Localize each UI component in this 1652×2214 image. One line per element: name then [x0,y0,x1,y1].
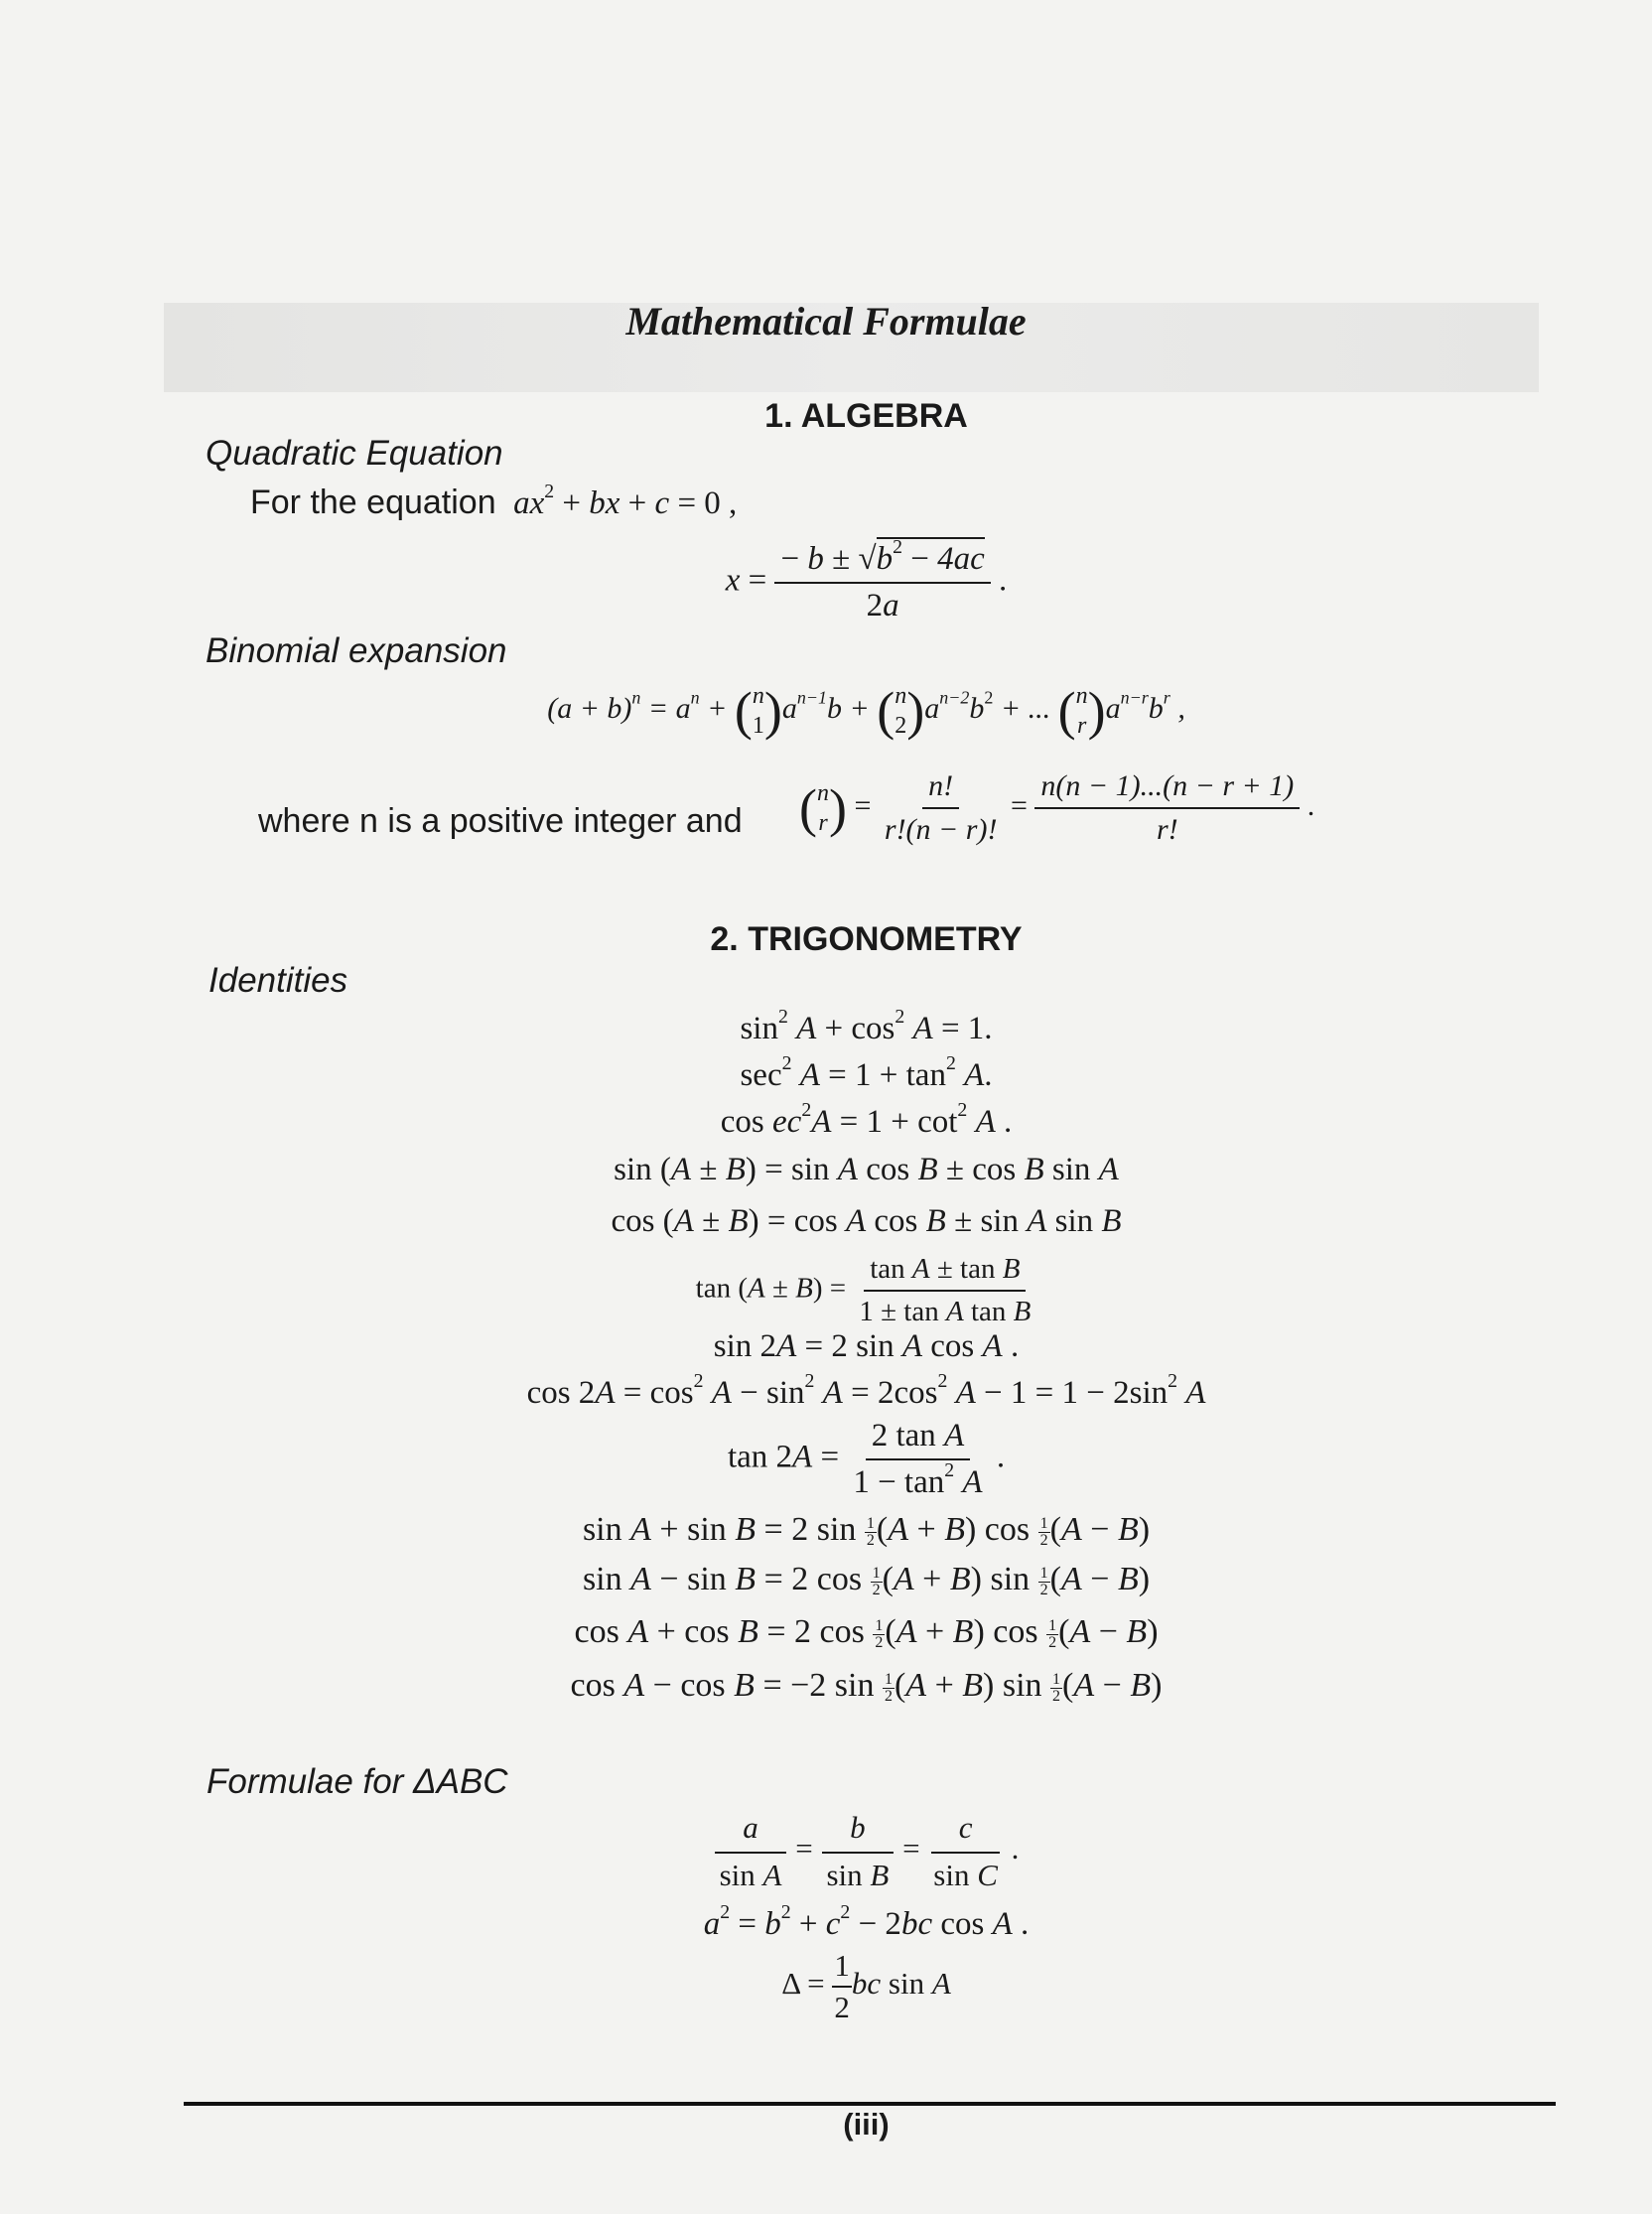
identity-sum-sines: sin A + sin B = 2 sin $\frac{1}{2}$ (A + B) cos $\frac{1}{2}$ (A − B) [582,1511,1151,1549]
identity-diff-cosines: cos A − cos B = −2 sin $\frac{1}{2}$ (A + B) sin $\frac{1}{2}$ (A − B) [570,1667,1163,1705]
quadratic-equation-heading: Quadratic Equation [206,434,503,473]
section-heading-algebra: 1. ALGEBRA [764,397,968,435]
triangle-area-formula: Δ = $\frac{1}{2}$ bc sin A [781,1948,951,2024]
quadratic-intro-text: For the equation [250,484,496,521]
quadratic-intro [250,481,738,522]
binomial-expansion-formula: $(a + b)^n = a^n$ + ( n 1 )$a^{n-1}b$ + ( n 2 )$a^{n-2}b^2$ + ... ( n r )$a^{n-r}b^r$ , [547,681,1185,741]
triangle-formulae-heading: Formulae for ΔABC [206,1762,508,1801]
binomial-coefficient-formula: ( n r ) = $\frac{n!}{r!(n - r)!}$ = $\frac{n(n - 1)...(n - r + 1)}{r!}$ . [799,769,1315,846]
page-title: Mathematical Formulae [625,299,1027,344]
quadratic-formula: x = $\frac{- b \pm √b^2 - 4ac}{2a}$ . [725,536,1008,623]
binomial-expansion-heading: Binomial expansion [206,631,507,670]
identities-heading: Identities [208,961,348,1000]
section-heading-trigonometry: 2. TRIGONOMETRY [710,920,1023,958]
quadratic-fraction: $\frac{- b \pm √b^2 - 4ac}{2a}$ [774,541,990,624]
identity-cos-sum: cos (A ± B) = cos A cos B ± sin A sin B [611,1203,1122,1239]
page-number: (iii) [843,2107,890,2142]
sine-rule: $\frac{a}{\text{sin A}}$ = $\frac{b}{\text{sin B}}$ = $\frac{c}{\text{sin C}}$ . [0,1810,1652,1893]
identity-cosecant: $\cos ec^2A = 1 + \cot^2 A$ . [720,1099,1013,1140]
quadratic-equation: $ax^2$ + bx + c = 0 , [513,481,738,521]
identity-sin-sum: sin (A ± B) = sin A cos B ± cos B sin A [614,1152,1119,1187]
cosine-rule: $a^2 = b^2 + c^2 - 2bc$ cos A . [703,1901,1030,1942]
identity-sin-double: sin 2A = 2 sin A cos A . [713,1328,1020,1364]
identity-diff-sines: sin A − sin B = 2 cos $\frac{1}{2}$ (A + B) sin $\frac{1}{2}$ (A − B) [582,1561,1151,1598]
identity-tan-sum: tan (A ± B) = $\frac{\text{tan A ± tan B}}{\text{1 ± tan A tan B}}$ [695,1253,1032,1327]
identity-cos-double: $\cos 2A = \cos^2 A - \sin^2 A = 2\cos^2$ $A - 1 = 1 - 2\sin^2$ A [526,1370,1206,1411]
binomial-where-text: where n is a positive integer and [258,802,743,840]
identity-secant: $\sec^2 A = 1 + \tan^2 A$. [740,1052,993,1093]
identity-sum-cosines: cos A + cos B = 2 cos $\frac{1}{2}$ (A + B) cos $\frac{1}{2}$ (A − B) [574,1613,1159,1651]
footer-rule [184,2102,1556,2106]
identity-tan-double: tan 2A = $\frac{\text{2 tan A}}{1 - \tan^2 A}$ . [727,1418,1006,1500]
identity-pythagorean: $\sin^2 A + \cos^2 A = 1$. [740,1006,993,1046]
